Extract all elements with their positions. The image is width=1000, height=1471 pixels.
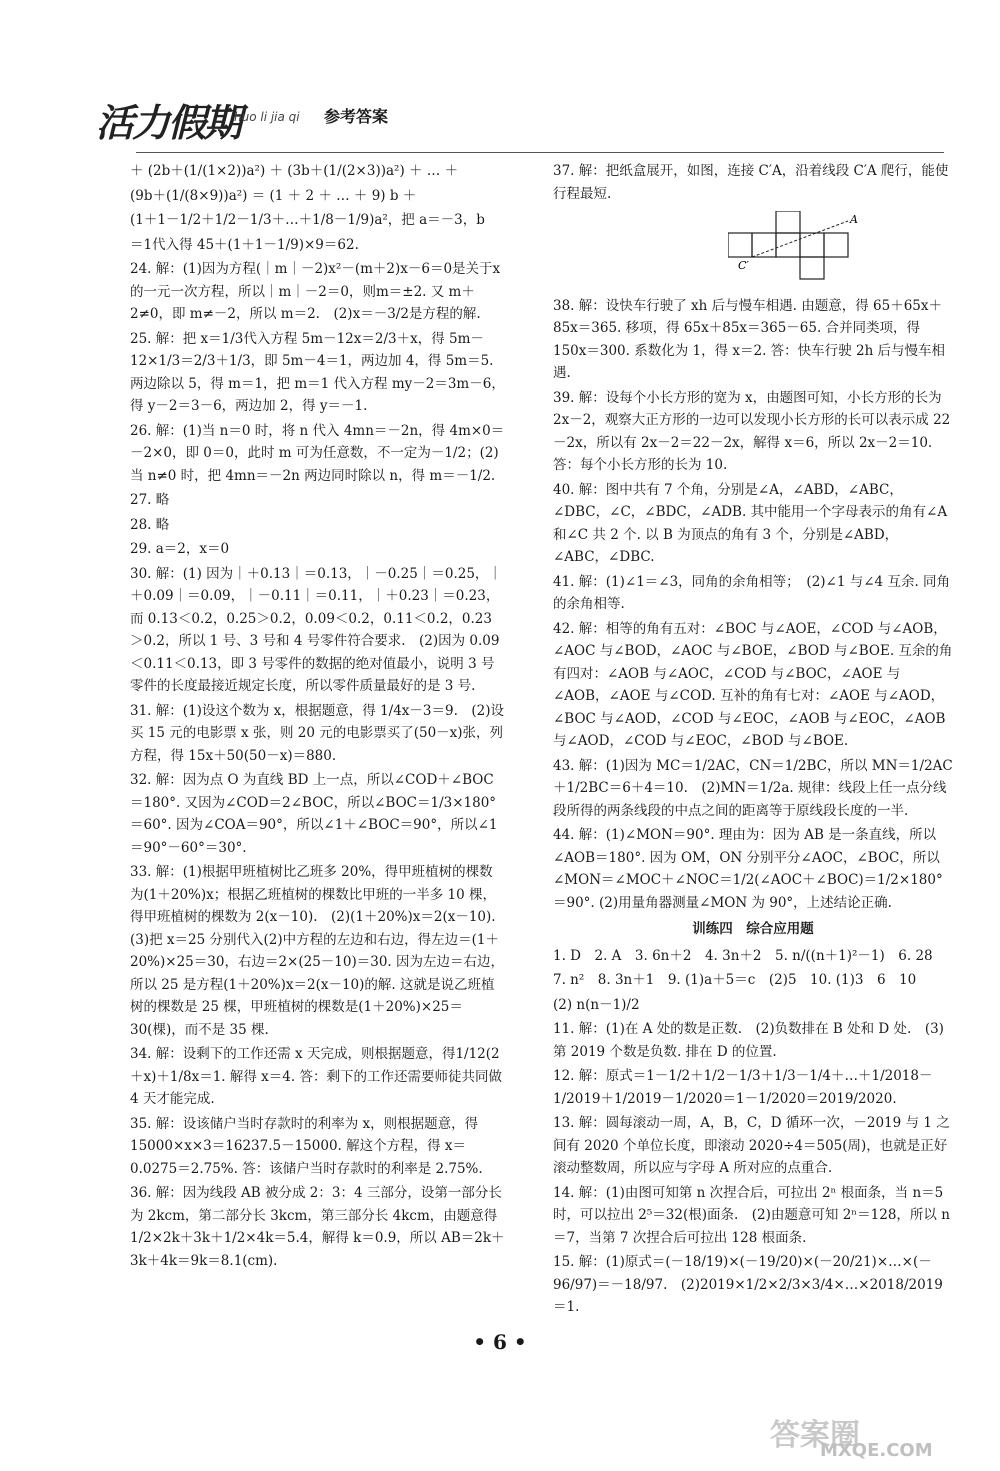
- answer-item: 1. D 2. A 3. 6n＋2 4. 3n＋2 5. n/((n＋1)²－1) 6. 28: [553, 947, 933, 964]
- label-a: A: [850, 213, 858, 226]
- logo-pinyin: huo li jia qi: [234, 110, 300, 124]
- header-title: 参考答案: [324, 107, 389, 126]
- answer-item: 35. 解：设该储户当时存款时的利率为 x，则根据题意，得 15000×x×3＝16237.5－15000. 解这个方程，得 x＝0.0275＝2.75%. 答：该储户当时存款时的利率是 2.75%.: [130, 1115, 483, 1177]
- watermark-url: MXQE.COM: [820, 1440, 933, 1461]
- answer-item: 7. n² 8. 3n＋1 9. (1)a＋5＝c (2)5 10. (1)3 6 10: [553, 972, 917, 988]
- answer-item: 30. 解：(1) 因为｜＋0.13｜＝0.13，｜－0.25｜＝0.25，｜＋0.09｜＝0.09，｜－0.11｜＝0.11，｜＋0.23｜＝0.23，而 0.13＜0.2，0.25＞0.2，0.09＜0.2，0.11＜0.2，0.23＞0.2，所以 1 号、3 号和 4 号零件符合要求. (2)因为 0.09＜0.11＜0.13，即 3 号零件的数据的绝对值最小，说明 3 号零件的长度最接近规定长度，所以零件质量最好的是 3 号.: [130, 565, 502, 694]
- answer-item: 33. 解：(1)根据甲班植树比乙班多 20%，得甲班植树的棵数为(1＋20%)x；根据乙班植树的棵数比甲班的一半多 10 棵，得甲班植树的棵数为 2(x－10). (2)(1＋20%)x＝2(x－10). (3)把 x＝25 分别代入(2)中方程的左边和右边，得左边＝(1＋20%)×25＝30，右边＝2×(25－10)＝30. 因为左边＝右边，所以 25 是方程(1＋20%)x＝2(x－10)的解. 这就是说乙班植树的棵数是 25 棵，甲班植树的棵数是(1＋20%)×25＝30(棵)，而不是 35 棵.: [130, 864, 510, 1038]
- answer-item: 26. 解：(1)当 n＝0 时，将 n 代入 4mn＝－2n，得 4m×0＝－2×0，即 0＝0，此时 m 可为任意数，不一定为－1/2；(2)当 n≠0 时，把 4mn＝－2n 两边同时除以 n，得 m＝－1/2.: [130, 422, 505, 484]
- unfolded-box-figure: [728, 211, 953, 289]
- right-column: [553, 160, 953, 1321]
- section-title: 训练四 综合应用题: [692, 921, 814, 937]
- answer-item: 14. 解：(1)由图可知第 n 次捏合后，可拉出 2ⁿ 根面条，当 n＝5 时，可以拉出 2⁵＝32(根)面条. (2)由题意可知 2ⁿ＝128，所以 n＝7，当第 7 次捏合后可拉出 128 根面条.: [553, 1184, 950, 1246]
- answer-item: 38. 解：设快车行驶了 xh 后与慢车相遇. 由题意，得 65＋65x＋85x＝365. 移项，得 65x＋85x＝365－65. 合并同类项，得 150x＝300. 系数化为 1，得 x＝2. 答：快车行驶 2h 后与慢车相遇.: [553, 297, 946, 381]
- answer-item: 11. 解：(1)在 A 处的数是正数. (2)负数排在 B 处和 D 处. (3)第 2019 个数是负数. 排在 D 的位置.: [553, 1021, 944, 1060]
- answer-item: 31. 解：(1)设这个数为 x，根据题意，得 1/4x－3＝9. (2)设买 15 元的电影票 x 张，则 20 元的电影票买了(50－x)张，列方程，得 15x＋50(50－x)＝880.: [130, 702, 505, 764]
- box-net-diagram: [728, 211, 878, 281]
- answer-item: 13. 解：圆每滚动一周，A，B，C，D 循环一次，－2019 与 1 之间有 2020 个单位长度，即滚动 2020÷4＝505(周)，也就是正好滚动整数周，所以应与字母 A 所对应的点重合.: [553, 1115, 950, 1176]
- logo: 活力假期: [96, 101, 241, 145]
- header-rule: [136, 152, 944, 153]
- answer-item: 25. 解：把 x＝1/3代入方程 5m－12x＝2/3＋x，得 5m－12×1/3＝2/3＋1/3，即 5m－4＝1，两边加 4，得 5m＝5. 两边除以 5，得 m＝1，把 m＝1 代入方程 my－2＝3m－6，得 y－2＝3－6，两边加 2，得 y＝－1.: [130, 330, 505, 414]
- answer-item: (1＋1－1/2＋1/2－1/3＋…＋1/8－1/9)a²，把 a＝－3，b: [130, 212, 485, 228]
- watermark-logo: 答案圈: [770, 1418, 860, 1453]
- answer-item: ＝1代入得 45＋(1＋1－1/9)×9＝62.: [130, 236, 359, 253]
- answer-item: 27. 略: [130, 492, 170, 508]
- answer-item: 34. 解：设剩下的工作还需 x 天完成，则根据题意，得1/12(2＋x)＋1/8x＝1. 解得 x＝4. 答：剩下的工作还需要师徒共同做 4 天才能完成.: [130, 1046, 502, 1107]
- answer-item: 29. a＝2，x＝0: [130, 541, 230, 557]
- label-c: C′: [738, 259, 749, 272]
- answer-item: 15. 解：(1)原式＝(－18/19)×(－19/20)×(－20/21)×…×(－96/97)＝－18/97. (2)2019×1/2×2/3×3/4×…×2018/2019＝1.: [553, 1254, 943, 1315]
- answer-item: 32. 解：因为点 O 为直线 BD 上一点，所以∠COD＋∠BOC＝180°. 又因为∠COD＝2∠BOC，所以∠BOC＝1/3×180°＝60°. 因为∠COA＝90°，所以∠1＋∠BOC＝90°，所以∠1＝90°－60°＝30°.: [130, 772, 498, 856]
- answer-item: 44. 解：(1)∠MON＝90°. 理由为：因为 AB 是一条直线，所以∠AOB＝180°. 因为 OM，ON 分别平分∠AOC，∠BOC，所以∠MON＝∠MOC＋∠NOC＝1/2(∠AOC＋∠BOC)＝1/2×180°＝90°. (2)用量角器测量∠MON 为 90°，上述结论正确.: [553, 827, 943, 911]
- answer-item: 12. 解：原式＝1－1/2＋1/2－1/3＋1/3－1/4＋…＋1/2018－1/2019＋1/2019－1/2020＝1－1/2020＝2019/2020.: [553, 1068, 933, 1107]
- left-column: [130, 160, 510, 1274]
- answer-item: 41. 解：(1)∠1＝∠3，同角的余角相等； (2)∠1 与∠4 互余. 同角的余角相等.: [553, 573, 951, 612]
- answer-item: 37. 解：把纸盒展开，如图，连接 C′A，沿着线段 C′A 爬行，能使行程最短.: [553, 163, 949, 202]
- answer-item: 43. 解：(1)因为 MC＝1/2AC，CN＝1/2BC，所以 MN＝1/2AC＋1/2BC＝6＋4＝10. (2)MN＝1/2a. 规律：线段上任一点分线段所得的两条线段的中点之间的距离等于原线段长度的一半.: [553, 757, 953, 819]
- page-number: • 6 •: [473, 1330, 527, 1354]
- answer-item: ＋ (2b＋(1/(1×2))a²) ＋ (3b＋(1/(2×3))a²) ＋ … ＋: [130, 163, 459, 179]
- page-header: [96, 92, 946, 156]
- answer-item: 42. 解：相等的角有五对：∠BOC 与∠AOE，∠COD 与∠AOB，∠AOC 与∠BOD，∠AOC 与∠BOE，∠BOD 与∠BOE. 互余的角有四对：∠AOB 与∠AOC，∠COD 与∠BOC，∠AOE 与∠AOB，∠AOE 与∠COD. 互补的角有七对：∠AOE 与∠AOD，∠BOC 与∠AOD，∠COD 与∠EOC，∠AOB 与∠EOC，∠AOB 与∠AOD，∠COD 与∠EOC，∠BOD 与∠BOE.: [553, 620, 953, 749]
- answer-item: 36. 解：因为线段 AB 被分成 2：3：4 三部分，设第一部分长为 2kcm，第二部分长 3kcm，第三部分长 4kcm，由题意得 1/2×2k＋3k＋1/2×4k＝5.4，解得 k＝0.9，所以 AB＝2k＋3k＋4k＝9k＝8.1(cm).: [130, 1185, 505, 1269]
- answer-item: 40. 解：图中共有 7 个角，分别是∠A，∠ABD，∠ABC，∠DBC，∠C，∠BDC，∠ADB. 其中能用一个字母表示的角有∠A 和∠C 共 2 个. 以 B 为顶点的角有 3 个，分别是∠ABD，∠ABC，∠DBC.: [553, 481, 948, 565]
- answer-item: (2) n(n－1)/2: [553, 996, 640, 1013]
- answer-item: 39. 解：设每个小长方形的宽为 x，由题图可知，小长方形的长为 2x－2，观察大正方形的一边可以发现小长方形的长可以表示成 22－2x，所以有 2x－2＝22－2x，解得 x＝6，所以 2x－2＝10. 答：每个小长方形的长为 10.: [553, 389, 951, 473]
- answer-item: 24. 解：(1)因为方程(｜m｜－2)x²－(m＋2)x－6＝0是关于x的一元一次方程，所以｜m｜－2＝0，则m＝±2. 又 m＋2≠0，即 m≠－2，所以 m＝2. (2)x＝－3/2是方程的解.: [130, 261, 501, 322]
- answer-item: 28. 略: [130, 516, 170, 533]
- answer-item: (9b＋(1/(8×9))a²) ＝ (1 ＋ 2 ＋ … ＋ 9) b ＋: [130, 187, 417, 204]
